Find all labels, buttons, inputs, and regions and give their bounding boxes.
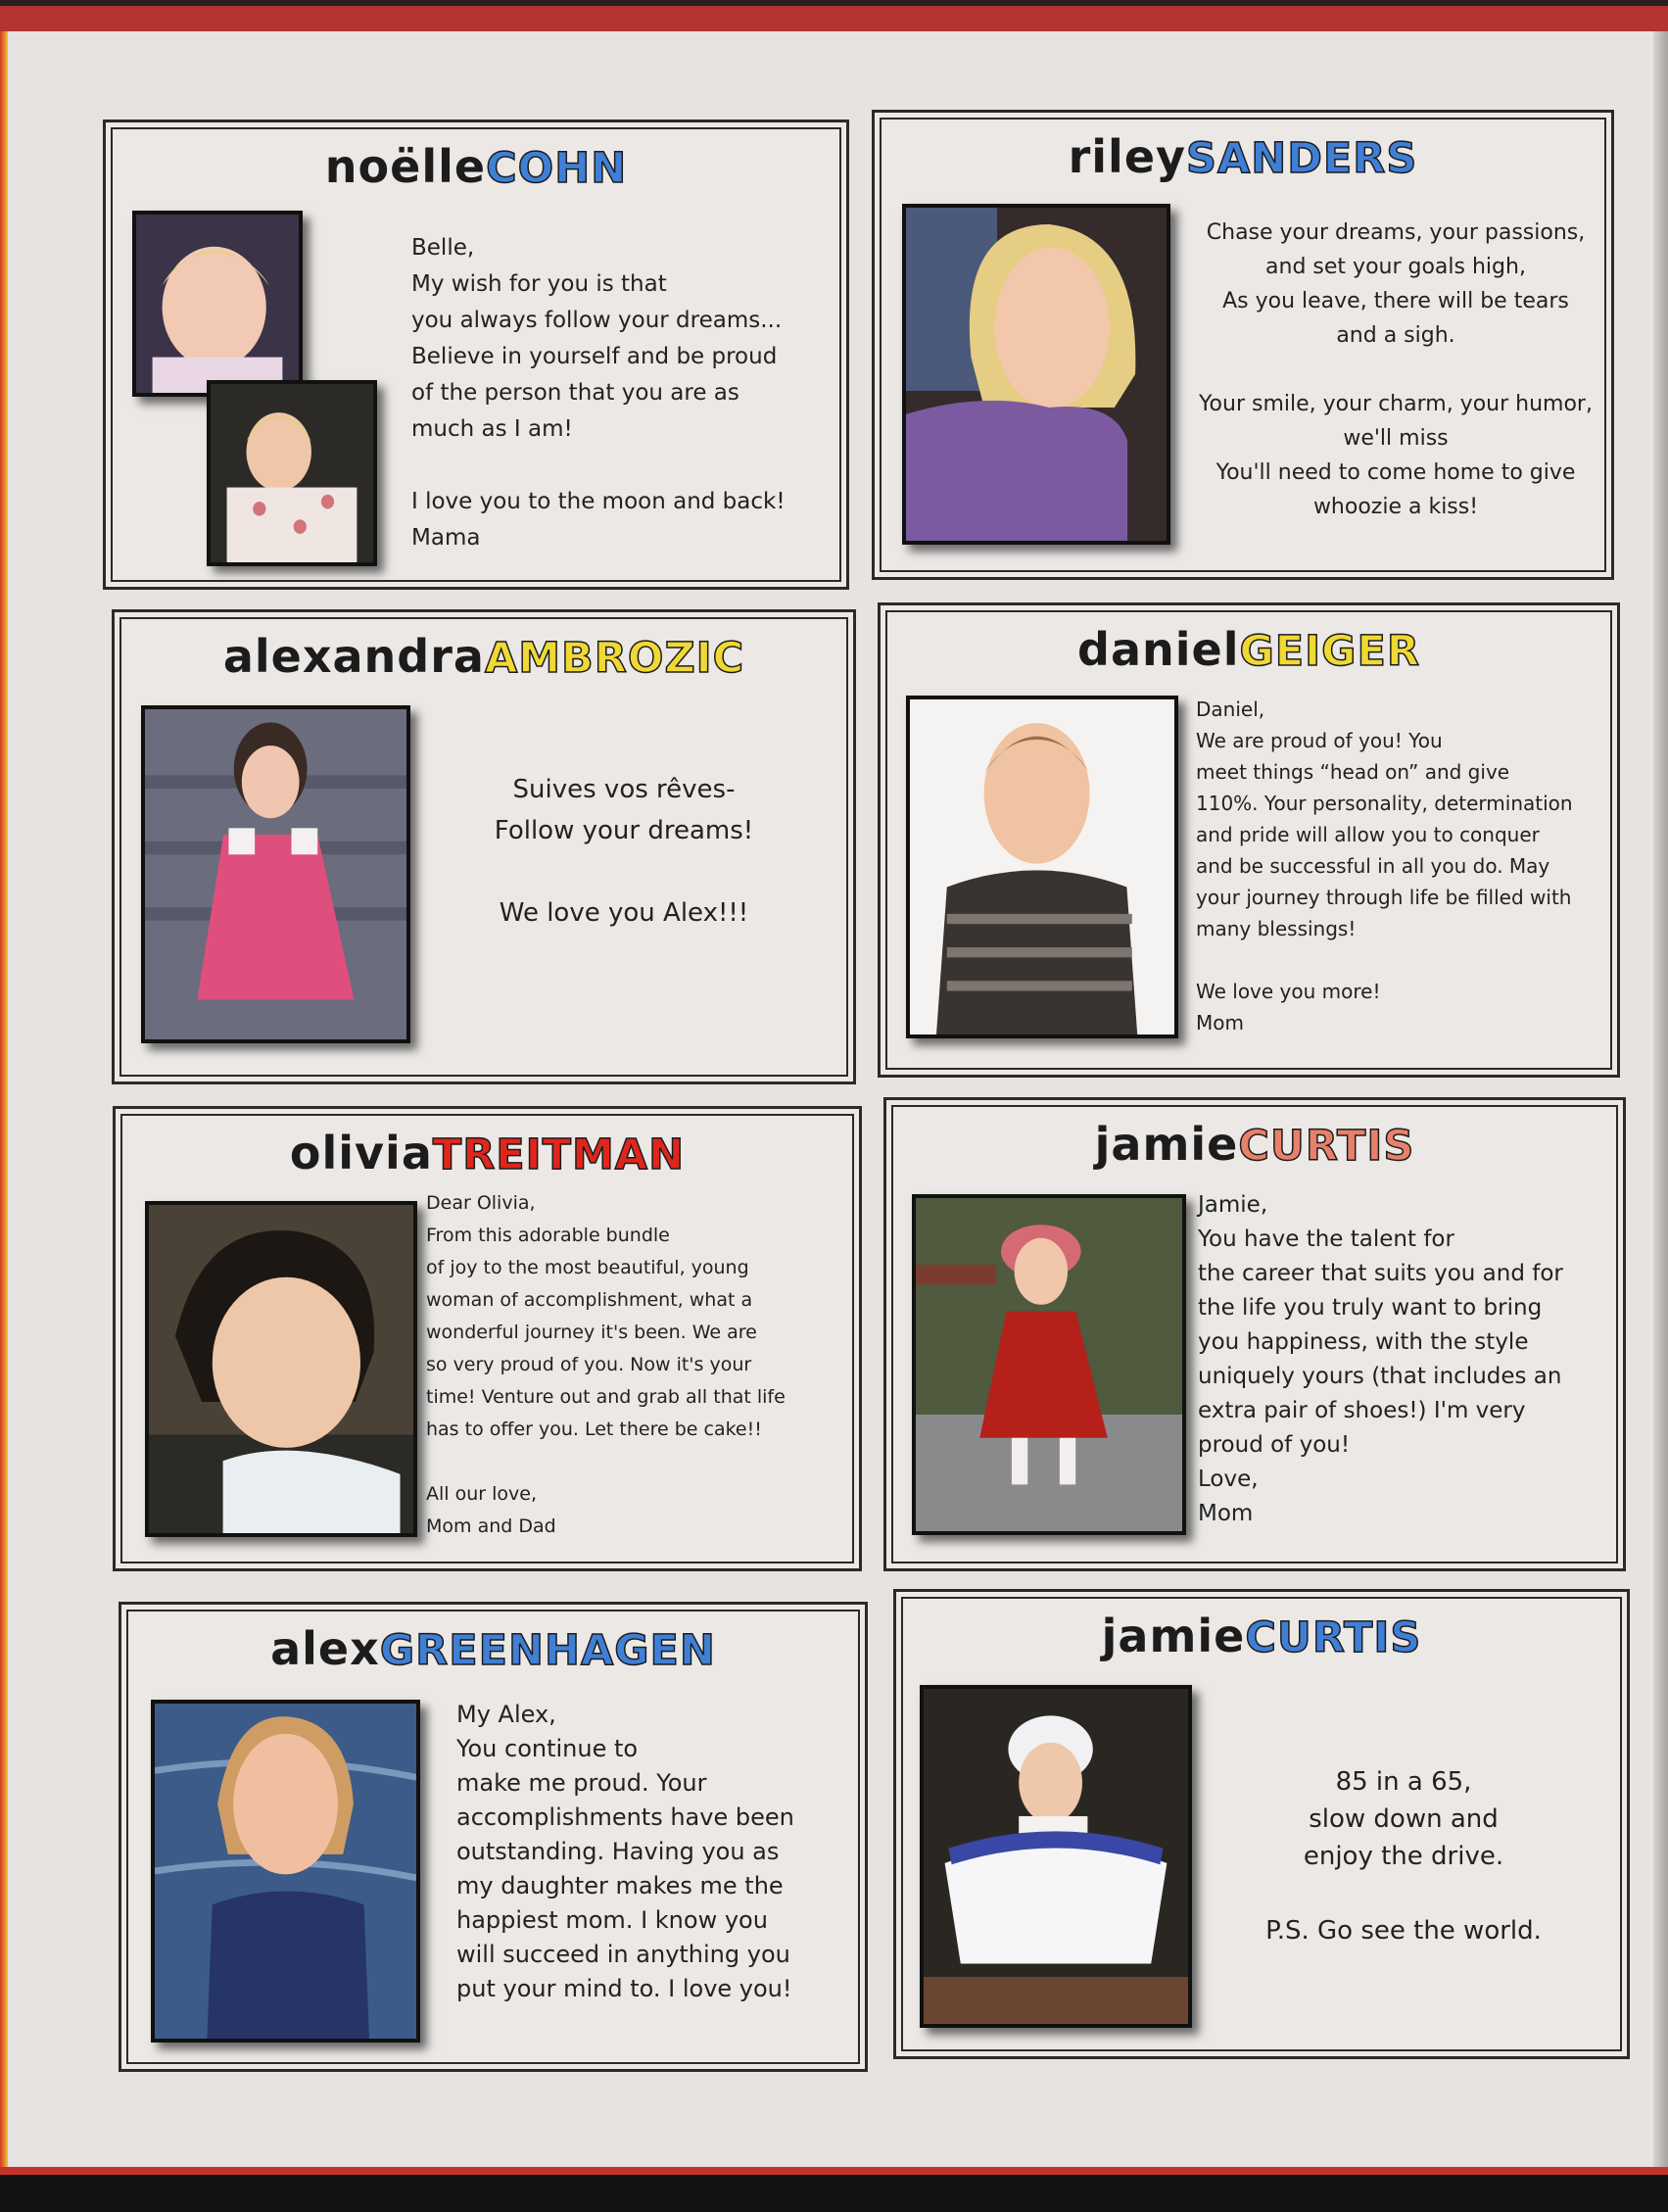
- first-name: alex: [270, 1622, 380, 1675]
- last-name: CURTIS: [1245, 1613, 1422, 1662]
- last-name: AMBROZIC: [484, 634, 745, 683]
- first-name: daniel: [1077, 623, 1240, 676]
- student-name: [115, 630, 853, 683]
- card-alexandra-ambrozic: [112, 609, 856, 1084]
- first-name: riley: [1068, 130, 1186, 183]
- page-right-edge: [1653, 31, 1668, 2167]
- message-text: Belle, My wish for you is that you always follow your dreams... Believe in yourself and be proud of the person that you are as much as I am! I love you to the moon and back! Mama: [411, 235, 786, 551]
- first-name: noëlle: [324, 140, 487, 193]
- student-name: [116, 1127, 859, 1179]
- card-alex-greenhagen: [119, 1602, 868, 2072]
- last-name: TREITMAN: [432, 1130, 686, 1179]
- child-photo: [151, 1700, 420, 2043]
- child-photo: [906, 696, 1178, 1038]
- student-name: [121, 1622, 865, 1675]
- first-name: jamie: [1101, 1610, 1246, 1662]
- baby-photo: [145, 1201, 417, 1537]
- first-name: alexandra: [222, 630, 485, 683]
- message-text: Chase your dreams, your passions, and set your goals high, As you leave, there will be tears and a sigh. Your smile, your charm, your humor, we'll miss You'll need to come home to give whoozie a kiss!: [1199, 220, 1593, 519]
- page-left-edge: [0, 31, 8, 2167]
- last-name: COHN: [486, 144, 628, 193]
- card-jamie-curtis-2: [893, 1589, 1630, 2059]
- page-top-edge: [0, 0, 1668, 31]
- card-riley-sanders: [872, 110, 1614, 580]
- message-text: 85 in a 65, slow down and enjoy the drive. P.S. Go see the world.: [1265, 1767, 1542, 1946]
- card-daniel-geiger: [878, 602, 1620, 1078]
- baby-photo: [920, 1685, 1192, 2028]
- page-bottom-edge: [0, 2167, 1668, 2212]
- message-text: Dear Olivia, From this adorable bundle of joy to the most beautiful, young woman of accomplishment, what a wonderful journey it's been. We are so very proud of you. Now it's your time! Venture out and grab all that life has to offer you. Let there be cake!! All our love, Mom and Dad: [426, 1192, 786, 1537]
- student-name: [875, 130, 1611, 183]
- message-text: Jamie, You have the talent for the career that suits you and for the life you truly want to bring you happiness, with the style uniquely yours (that includes an extra pair of shoes!) I'm very proud of you! Love, Mom: [1198, 1192, 1563, 1526]
- first-name: jamie: [1094, 1118, 1239, 1171]
- yearbook-page: [8, 31, 1653, 2167]
- message-text: Suives vos rêves- Follow your dreams! We love you Alex!!!: [494, 775, 754, 928]
- student-name: [896, 1610, 1627, 1662]
- last-name: CURTIS: [1238, 1122, 1415, 1171]
- last-name: SANDERS: [1186, 134, 1418, 183]
- child-photo: [141, 705, 410, 1043]
- baby-photo: [132, 211, 303, 397]
- child-photo: [912, 1194, 1186, 1535]
- message-text: Daniel, We are proud of you! You meet things “head on” and give 110%. Your personality, determination and pride will allow you to conquer and be successful in all you do. May your journey through life be filled with many blessings! We love you more! Mom: [1196, 697, 1573, 1034]
- first-name: olivia: [289, 1127, 433, 1179]
- child-photo: [902, 204, 1170, 545]
- last-name: GEIGER: [1239, 627, 1420, 676]
- student-name: [106, 140, 846, 193]
- last-name: GREENHAGEN: [379, 1626, 716, 1675]
- card-noelle-cohn: [103, 120, 849, 590]
- student-name: [886, 1118, 1623, 1171]
- card-olivia-treitman: [113, 1106, 862, 1571]
- card-jamie-curtis: [883, 1097, 1626, 1571]
- baby-photo: [207, 380, 377, 566]
- message-text: My Alex, You continue to make me proud. Your accomplishments have been outstanding. Having you as my daughter makes me the happiest mom. I know you will succeed in anything you put your mind to. I love you!: [456, 1701, 794, 2002]
- student-name: [881, 623, 1617, 676]
